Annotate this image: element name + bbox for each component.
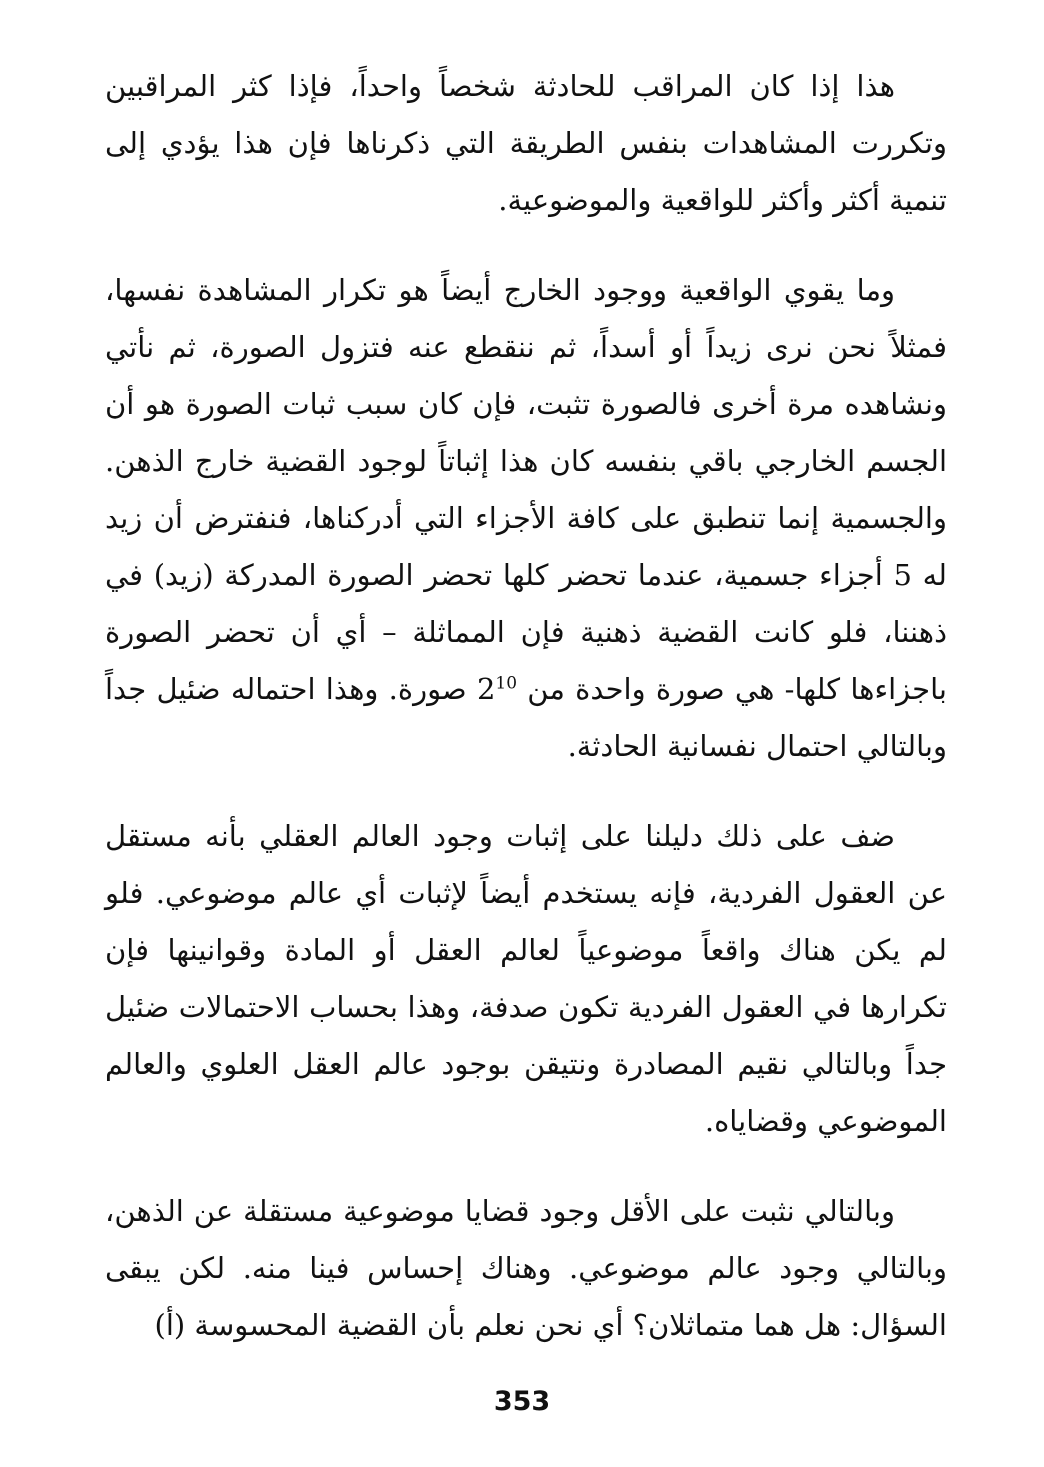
paragraph-2 xyxy=(105,262,947,775)
paragraph-4: وبالتالي نثبت على الأقل وجود قضايا موضوعية مستقلة عن الذهن، وبالتالي وجود عالم موضوعي. وهناك إحساس فينا منه. لكن يبقى السؤال: هل هما متماثلان؟ أي نحن نعلم بأن القضية المحسوسة (أ) xyxy=(105,1194,947,1342)
power-expression xyxy=(477,672,517,706)
power-base: 2 xyxy=(476,672,496,706)
body-text xyxy=(105,58,947,1354)
paragraph-2-text-before-power: وما يقوي الواقعية ووجود الخارج أيضاً هو تكرار المشاهدة نفسها، فمثلاً نحن نرى زيداً أو أسداً، ثم ننقطع عنه فتزول الصورة، ثم نأتي ونشاهده مرة أخرى فالصورة تثبت، فإن كان سبب ثبات الصورة هو أن الجسم الخارجي باقي بنفسه كان هذا إثباتاً لوجود القضية خارج الذهن. والجسمية إنما تنطبق على كافة الأجزاء التي أدركناها، فنفترض أن زيد له 5 أجزاء جسمية، عندما تحضر كلها تحضر الصورة المدركة (زيد) في ذهننا، فلو كانت القضية ذهنية فإن المماثلة – أي أن تحضر الصورة باجزاءها كلها- هي صورة واحدة من xyxy=(105,273,948,706)
page-number: 353 xyxy=(493,1386,551,1417)
paragraph-1: هذا إذا كان المراقب للحادثة شخصاً واحداً، فإذا كثر المراقبين وتكررت المشاهدات بنفس الطريقة التي ذكرناها فإن هذا يؤدي إلى تنمية أكثر وأكثر للواقعية والموضوعية. xyxy=(105,69,947,217)
paragraph-2-text-after-power: صورة. وهذا احتماله ضئيل جداً وبالتالي احتمال نفسانية الحادثة. xyxy=(105,672,947,763)
paragraph-3: ضف على ذلك دليلنا على إثبات وجود العالم العقلي بأنه مستقل عن العقول الفردية، فإنه يستخدم أيضاً لإثبات أي عالم موضوعي. فلو لم يكن هناك واقعاً موضوعياً لعالم العقل أو المادة وقوانينها فإن تكرارها في العقول الفردية تكون صدفة، وهذا بحساب الاحتمالات ضئيل جداً وبالتالي نقيم المصادرة ونتيقن بوجود عالم العقل العلوي والعالم الموضوعي وقضاياه. xyxy=(105,819,947,1138)
power-exponent: 10 xyxy=(495,673,518,694)
